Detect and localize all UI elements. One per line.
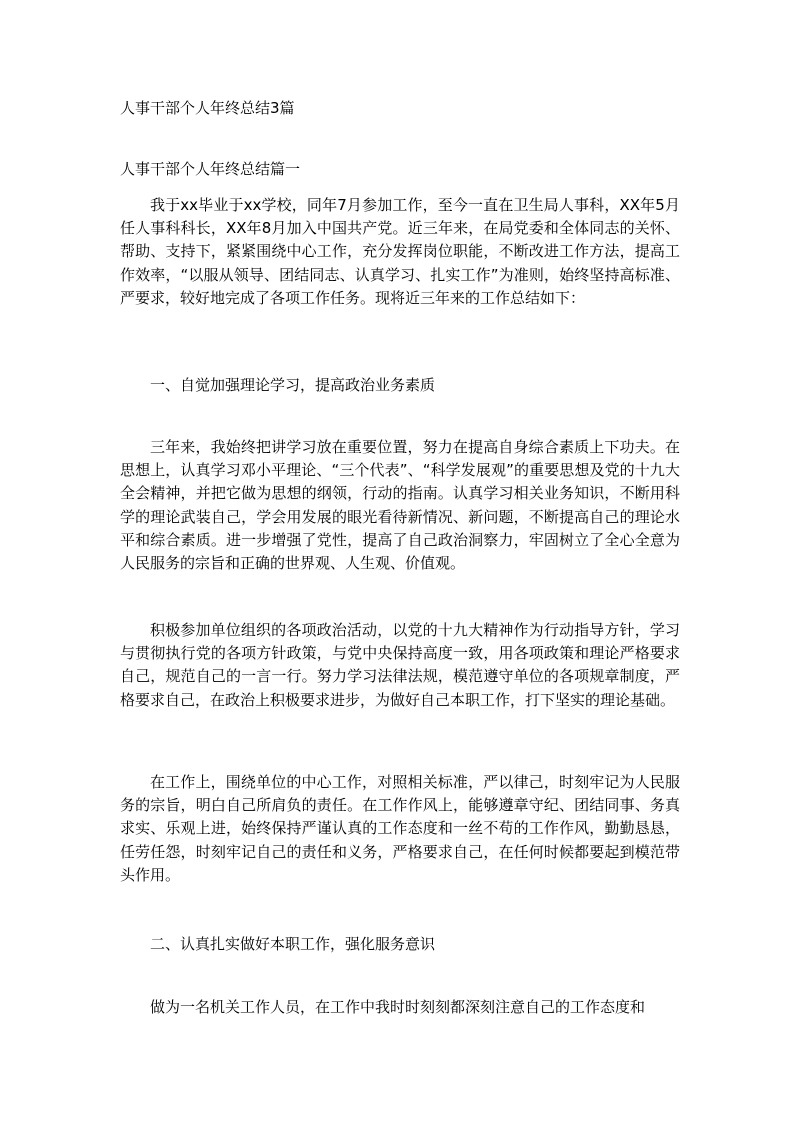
- paragraph-service: 做为一名机关工作人员，在工作中我时时刻刻都深刻注意自己的工作态度和: [150, 998, 646, 1016]
- paragraph-study: 三年来，我始终把讲学习放在重要位置，努力在提高自身综合素质上下功夫。在思想上，认真学习邓小平理论、“三个代表”、“科学发展观”的重要思想及党的十九大全会精神，并把它做为思想的纲领，行动的指南。认真学习相关业务知识，不断用科学的理论武装自己，学会用发展的眼光看待新情况、新问题，不断提高自己的理论水平和综合素质。进一步增强了党性，提高了自己政治洞察力，牢固树立了全心全意为人民服务的宗旨和正确的世界观、人生观、价值观。: [120, 438, 680, 573]
- paragraph-work-style: 在工作上，围绕单位的中心工作，对照相关标准，严以律己，时刻牢记为人民服务的宗旨，明白自己所肩负的责任。在工作作风上，能够遵章守纪、团结同事、务真求实、乐观上进，始终保持严谨认真的工作态度和一丝不苟的工作作风，勤勤恳恳，任劳任怨，时刻牢记自己的责任和义务，严格要求自己，在任何时候都要起到模范带头作用。: [120, 773, 680, 884]
- heading-one: 一、自觉加强理论学习，提高政治业务素质: [150, 376, 436, 394]
- paragraph-politics: 积极参加单位组织的各项政治活动，以党的十九大精神作为行动指导方针，学习与贯彻执行党的各项方针政策，与党中央保持高度一致，用各项政策和理论严格要求自己，规范自己的一言一行。努力学习法律法规，模范遵守单位的各项规章制度，严格要求自己，在政治上积极要求进步，为做好自己本职工作，打下坚实的理论基础。: [120, 621, 680, 709]
- heading-two: 二、认真扎实做好本职工作，强化服务意识: [150, 935, 436, 953]
- section-title: 人事干部个人年终总结篇一: [120, 160, 301, 178]
- paragraph-intro: 我于xx毕业于xx学校，同年7月参加工作，至今一直在卫生局人事科，XX年5月任人事科科长，XX年8月加入中国共产党。近三年来，在局党委和全体同志的关怀、帮助、支持下，紧紧围绕中心工作，充分发挥岗位职能，不断改进工作方法，提高工作效率，“以服从领导、团结同志、认真学习、扎实工作”为准则，始终坚持高标准、严要求，较好地完成了各项工作任务。现将近三年来的工作总结如下：: [120, 196, 680, 307]
- document-title: 人事干部个人年终总结3篇: [120, 99, 295, 117]
